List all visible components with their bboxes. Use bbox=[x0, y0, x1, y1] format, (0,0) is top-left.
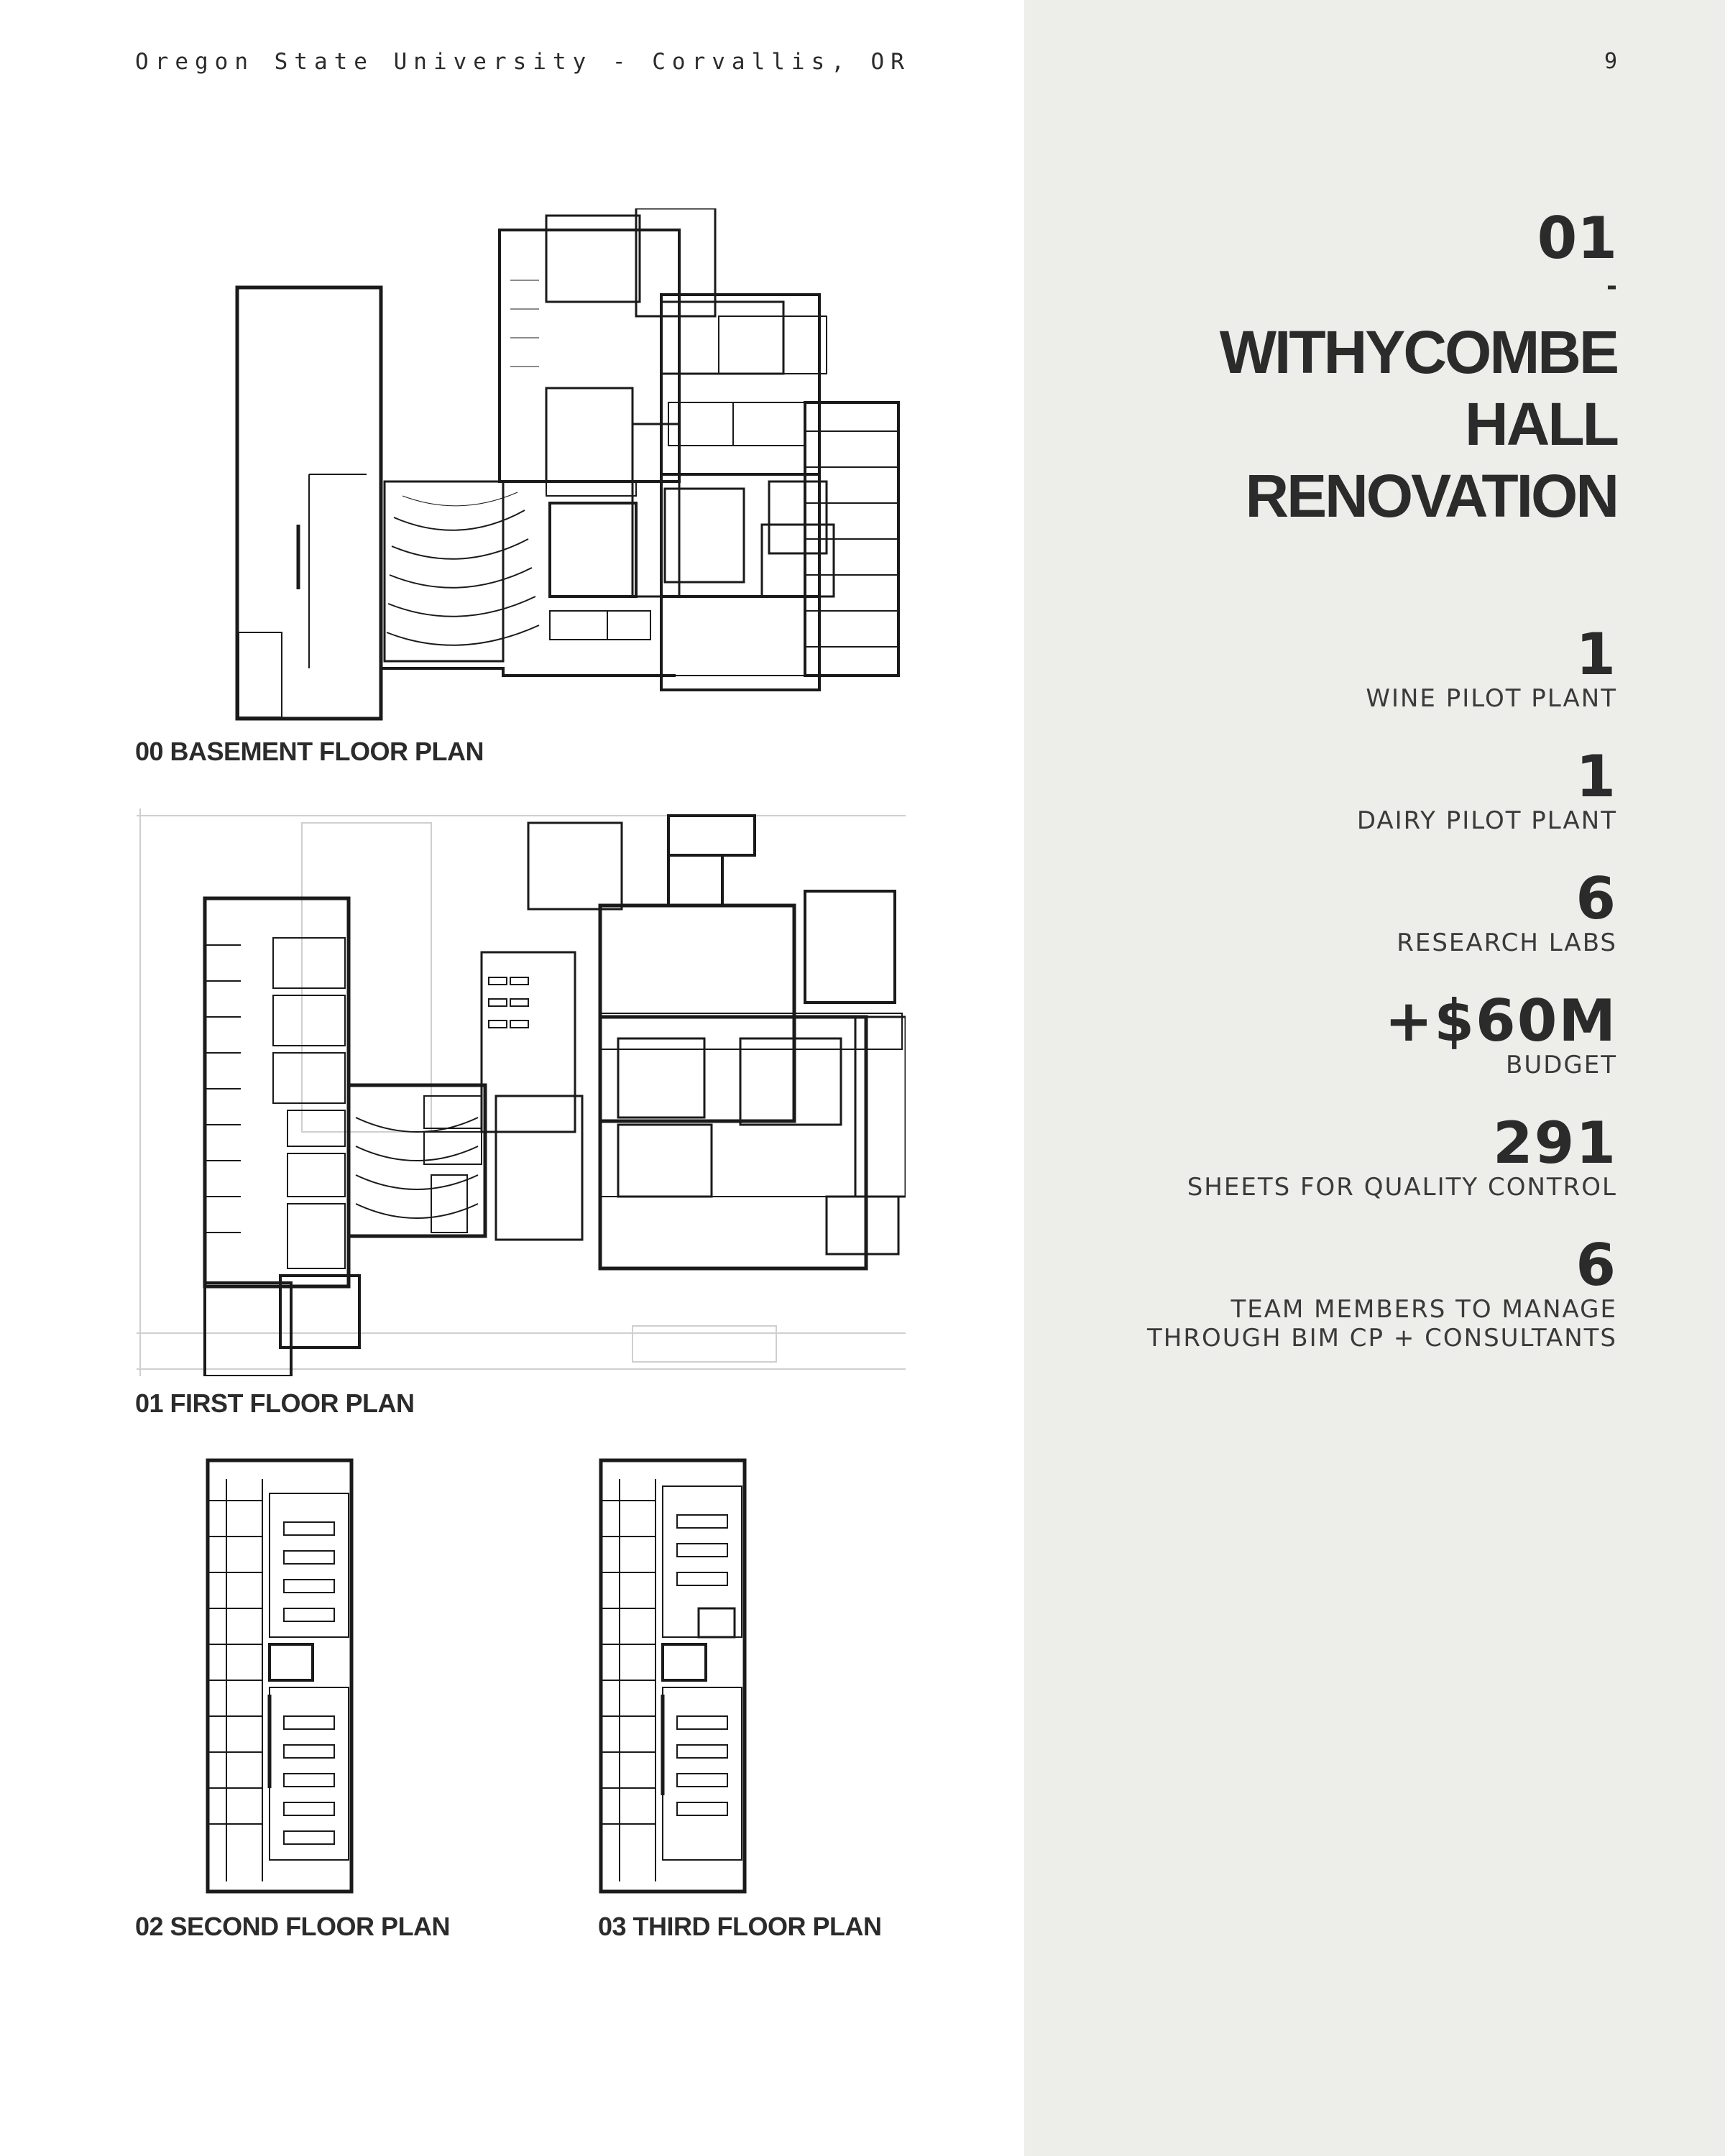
stat-wine-pilot-plant bbox=[1042, 621, 1617, 713]
stat-value: 6 bbox=[1576, 1232, 1617, 1299]
stat-research-labs bbox=[1042, 865, 1617, 957]
project-number: 01 bbox=[1537, 205, 1617, 272]
stat-label: BUDGET bbox=[1506, 1051, 1617, 1079]
caption-first-floor-plan: 01 FIRST FLOOR PLAN bbox=[135, 1388, 415, 1418]
stat-label: WINE PILOT PLANT bbox=[1366, 684, 1617, 713]
first-floor-plan-drawing bbox=[137, 808, 906, 1376]
stat-value: 6 bbox=[1576, 865, 1617, 932]
project-title-line2: RENOVATION bbox=[1245, 462, 1617, 530]
project-title bbox=[1057, 316, 1617, 532]
stat-label: DAIRY PILOT PLANT bbox=[1356, 806, 1617, 835]
stat-label-line1: TEAM MEMBERS TO MANAGE bbox=[1230, 1295, 1617, 1324]
caption-second-floor-plan: 02 SECOND FLOOR PLAN bbox=[135, 1912, 451, 1941]
page-number: 9 bbox=[1604, 49, 1617, 74]
stat-value: 1 bbox=[1576, 621, 1617, 688]
stat-team-members bbox=[1042, 1232, 1617, 1353]
stat-label: SHEETS FOR QUALITY CONTROL bbox=[1187, 1173, 1617, 1202]
stat-value: 291 bbox=[1493, 1110, 1617, 1176]
stat-label-line2: THROUGH BIM CP + CONSULTANTS bbox=[1146, 1324, 1617, 1353]
basement-floor-plan-drawing bbox=[230, 208, 920, 726]
project-title-line1: WITHYCOMBE HALL bbox=[1219, 318, 1617, 458]
stat-sheets-qc bbox=[1042, 1110, 1617, 1202]
caption-third-floor-plan: 03 THIRD FLOOR PLAN bbox=[598, 1912, 882, 1941]
stat-value: +$60M bbox=[1384, 987, 1617, 1054]
stat-dairy-pilot-plant bbox=[1042, 743, 1617, 835]
caption-basement-floor-plan: 00 BASEMENT FLOOR PLAN bbox=[135, 737, 484, 766]
stat-label: RESEARCH LABS bbox=[1397, 929, 1617, 957]
third-floor-plan-drawing bbox=[598, 1457, 749, 1896]
stat-value: 1 bbox=[1576, 743, 1617, 810]
header-university: Oregon State University - Corvallis, OR bbox=[135, 49, 911, 75]
stat-budget bbox=[1042, 987, 1617, 1079]
second-floor-plan-drawing bbox=[205, 1457, 356, 1896]
project-dash: - bbox=[1606, 272, 1617, 301]
